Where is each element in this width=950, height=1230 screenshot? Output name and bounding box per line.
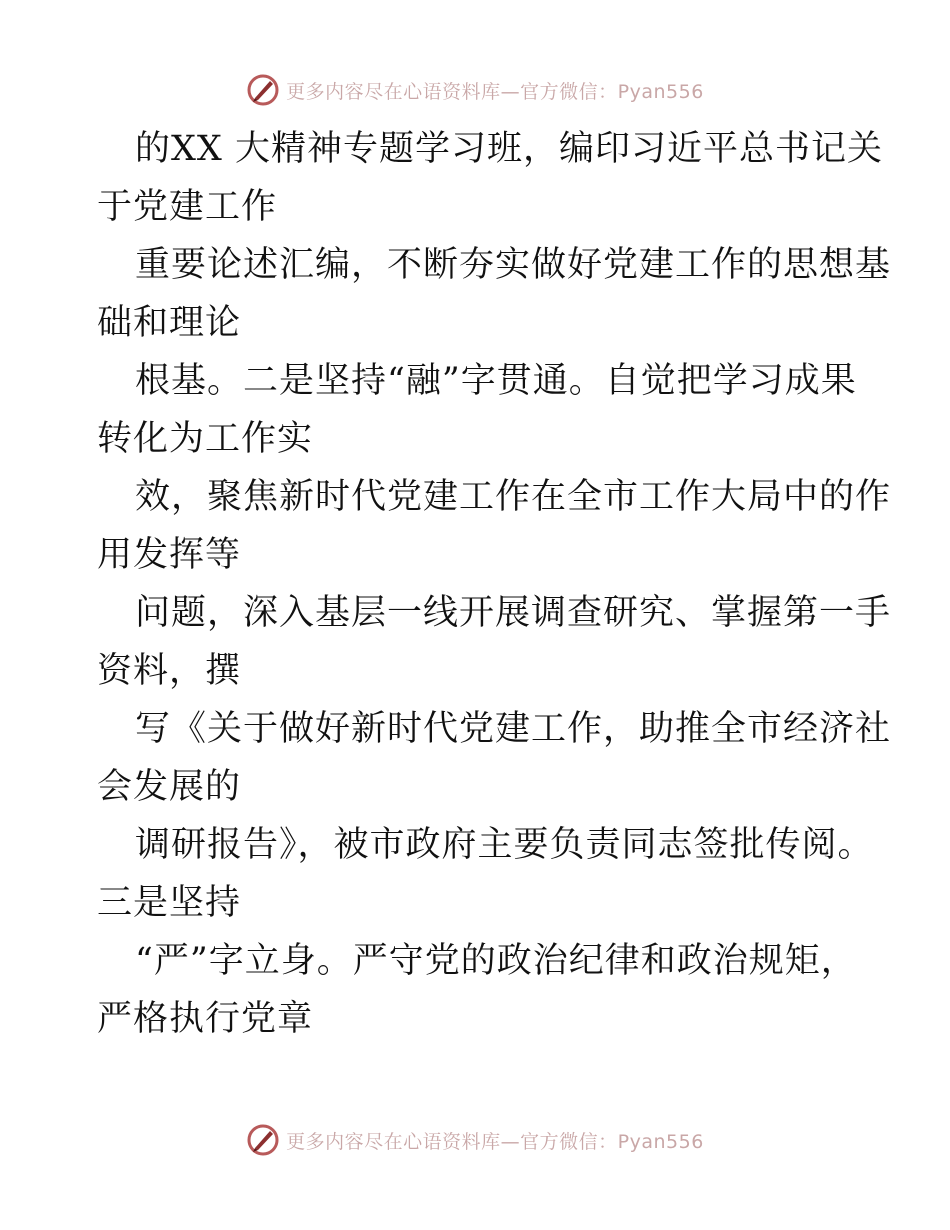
body-line: 础和理论	[97, 303, 242, 343]
document-body	[97, 120, 892, 1048]
body-line: 用发挥等	[97, 535, 242, 575]
body-line: 效，聚焦新时代党建工作在全市工作大局中的作	[135, 477, 892, 517]
header-watermark-text: 更多内容尽在心语资料库—官方微信：Pyan556	[286, 80, 704, 103]
header-watermark-banner	[0, 70, 950, 110]
body-line: 调研报告》，被市政府主要负责同志签批传阅。	[135, 825, 874, 865]
body-line: 重要论述汇编，不断夯实做好党建工作的思想基	[135, 245, 892, 285]
body-line: 资料，撰	[97, 651, 242, 691]
pen-circle-logo-icon	[246, 73, 280, 107]
body-line: 根基。二是坚持“融”字贯通。自觉把学习成果	[135, 361, 857, 401]
body-line: “严”字立身。严守党的政治纪律和政治规矩，	[135, 941, 857, 981]
footer-watermark-banner	[0, 1120, 950, 1160]
body-line: 严格执行党章	[97, 999, 314, 1039]
body-line: 写《关于做好新时代党建工作，助推全市经济社	[135, 709, 892, 749]
body-line: 转化为工作实	[97, 419, 314, 459]
body-line: 三是坚持	[97, 883, 242, 923]
body-line: 的XX 大精神专题学习班，编印习近平总书记关	[135, 129, 883, 169]
body-line: 会发展的	[97, 767, 242, 807]
body-line: 问题，深入基层一线开展调查研究、掌握第一手	[135, 593, 892, 633]
pen-circle-logo-icon	[246, 1123, 280, 1157]
body-line: 于党建工作	[97, 187, 278, 227]
footer-watermark-text: 更多内容尽在心语资料库—官方微信：Pyan556	[286, 1130, 704, 1153]
